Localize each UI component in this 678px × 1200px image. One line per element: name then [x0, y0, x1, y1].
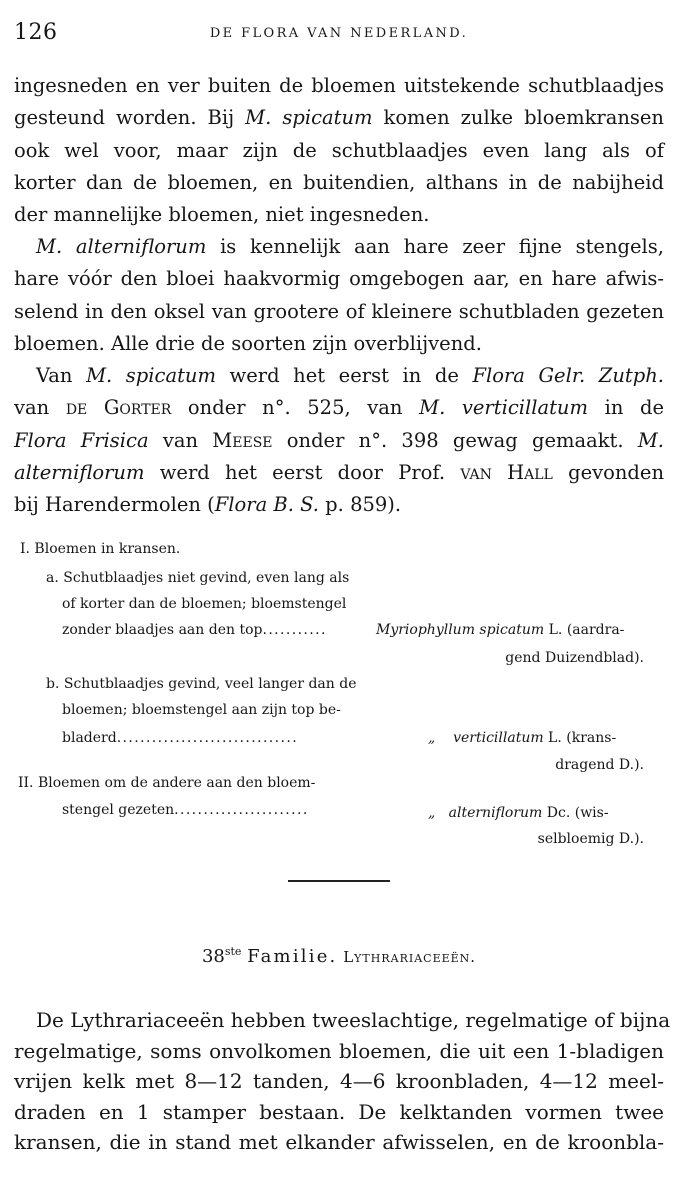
text-line: draden en 1 stamper bestaan. De kelktanden vormen twee [14, 1099, 664, 1124]
work-title: Flora Gelr. Zutph. [472, 364, 664, 387]
key-line: stengel gezeten....................... [62, 802, 309, 818]
text-line: van de Gorter onder n°. 525, van M. verticillatum in de [14, 396, 665, 420]
key-line: gend Duizendblad). [505, 650, 644, 666]
alterniflorum-paragraph [14, 231, 664, 360]
text-line: Flora Frisica van Meese onder n°. 398 gewag gemaakt. M. [14, 428, 664, 452]
key-line: zonder blaadjes aan den top........... [62, 622, 327, 638]
text-line: der mannelijke bloemen, niet ingesneden. [14, 203, 430, 227]
species-name: verticillatum [453, 730, 544, 746]
text-line: hare vóór den bloei haakvormig omgebogen aar, en hare afwis- [14, 267, 664, 291]
key-line: bladerd............................... [62, 730, 299, 746]
person-name: van Hall [460, 460, 553, 484]
text-line: bij Harendermolen (Flora B. S. p. 859). [14, 493, 402, 517]
key-line: of korter dan de bloemen; bloemstengel [62, 596, 347, 612]
text-line: gesteund worden. Bij M. spicatum komen zulke bloemkransen [14, 106, 664, 130]
family-heading [0, 945, 678, 967]
text-line: ook wel voor, maar zijn de schutblaadjes even lang als of [14, 138, 664, 162]
text-line: Van M. spicatum werd het eerst in de Flora Gelr. Zutph. [36, 364, 664, 387]
key-line: selbloemig D.). [537, 831, 644, 847]
intro-paragraph [14, 70, 664, 231]
section-divider [288, 880, 390, 882]
species-name: M. spicatum [245, 106, 373, 130]
species-name: Myriophyllum spicatum [376, 622, 545, 638]
key-line: II. Bloemen om de andere aan den bloem- [18, 775, 316, 791]
species-name: M. verticillatum [419, 396, 588, 420]
family-number-suffix: ste [224, 945, 242, 958]
person-name: Meese [212, 428, 273, 452]
species-name: M. [637, 428, 664, 452]
page-number: 126 [14, 20, 58, 45]
text-line: M. alterniflorum is kennelijk aan hare zeer fijne stengels, [36, 235, 665, 258]
species-name: alterniflorum [448, 805, 543, 821]
family-description [14, 1005, 671, 1158]
text-line: kransen, die in stand met elkander afwisselen, en de kroonbla- [14, 1130, 664, 1155]
running-title: DE FLORA VAN NEDERLAND. [209, 26, 469, 41]
key-result: Myriophyllum spicatum L. (aardra- [376, 622, 625, 638]
key-line: b. Schutblaadjes gevind, veel langer dan de [46, 676, 357, 692]
text-line: ingesneden en ver buiten de bloemen uitstekende schutblaadjes [14, 74, 664, 97]
work-title: Flora Frisica [14, 428, 149, 452]
work-title: Flora B. S. [214, 493, 319, 517]
text-line: De Lythrariaceeën hebben tweeslachtige, regelmatige of bijna [36, 1008, 671, 1032]
ditto-mark: „ [428, 805, 436, 821]
text-line: bloemen. Alle drie de soorten zijn overblijvend. [14, 331, 482, 355]
species-name: M. spicatum [86, 364, 216, 387]
key-line: a. Schutblaadjes niet gevind, even lang als [46, 570, 350, 586]
text-line: selend in den oksel van grootere of kleinere schutbladen gezeten [14, 299, 664, 323]
key-result: „ alterniflorum Dc. (wis- [428, 805, 609, 821]
text-line: alterniflorum werd het eerst door Prof. van Hall gevonden [14, 460, 665, 484]
family-word: Familie. [247, 946, 338, 967]
family-name: Lythrariaceeën. [343, 948, 477, 966]
key-result: „ verticillatum L. (krans- [428, 730, 617, 746]
text-line: vrijen kelk met 8—12 tanden, 4—6 kroonbladen, 4—12 meel- [14, 1069, 664, 1094]
ditto-mark: „ [428, 730, 436, 746]
history-paragraph [14, 360, 664, 521]
key-line: I. Bloemen in kransen. [20, 541, 181, 557]
key-line: bloemen; bloemstengel aan zijn top be- [62, 702, 341, 718]
family-number: 38 [201, 946, 225, 967]
text-line: korter dan de bloemen, en buitendien, althans in de nabijheid [14, 170, 664, 194]
person-name: de Gorter [65, 396, 172, 420]
key-line: dragend D.). [555, 757, 644, 773]
page-header [14, 20, 664, 50]
text-line: regelmatige, soms onvolkomen bloemen, die uit een 1-bladigen [14, 1038, 664, 1063]
species-name: alterniflorum [14, 460, 145, 484]
species-name: M. alterniflorum [36, 235, 207, 258]
